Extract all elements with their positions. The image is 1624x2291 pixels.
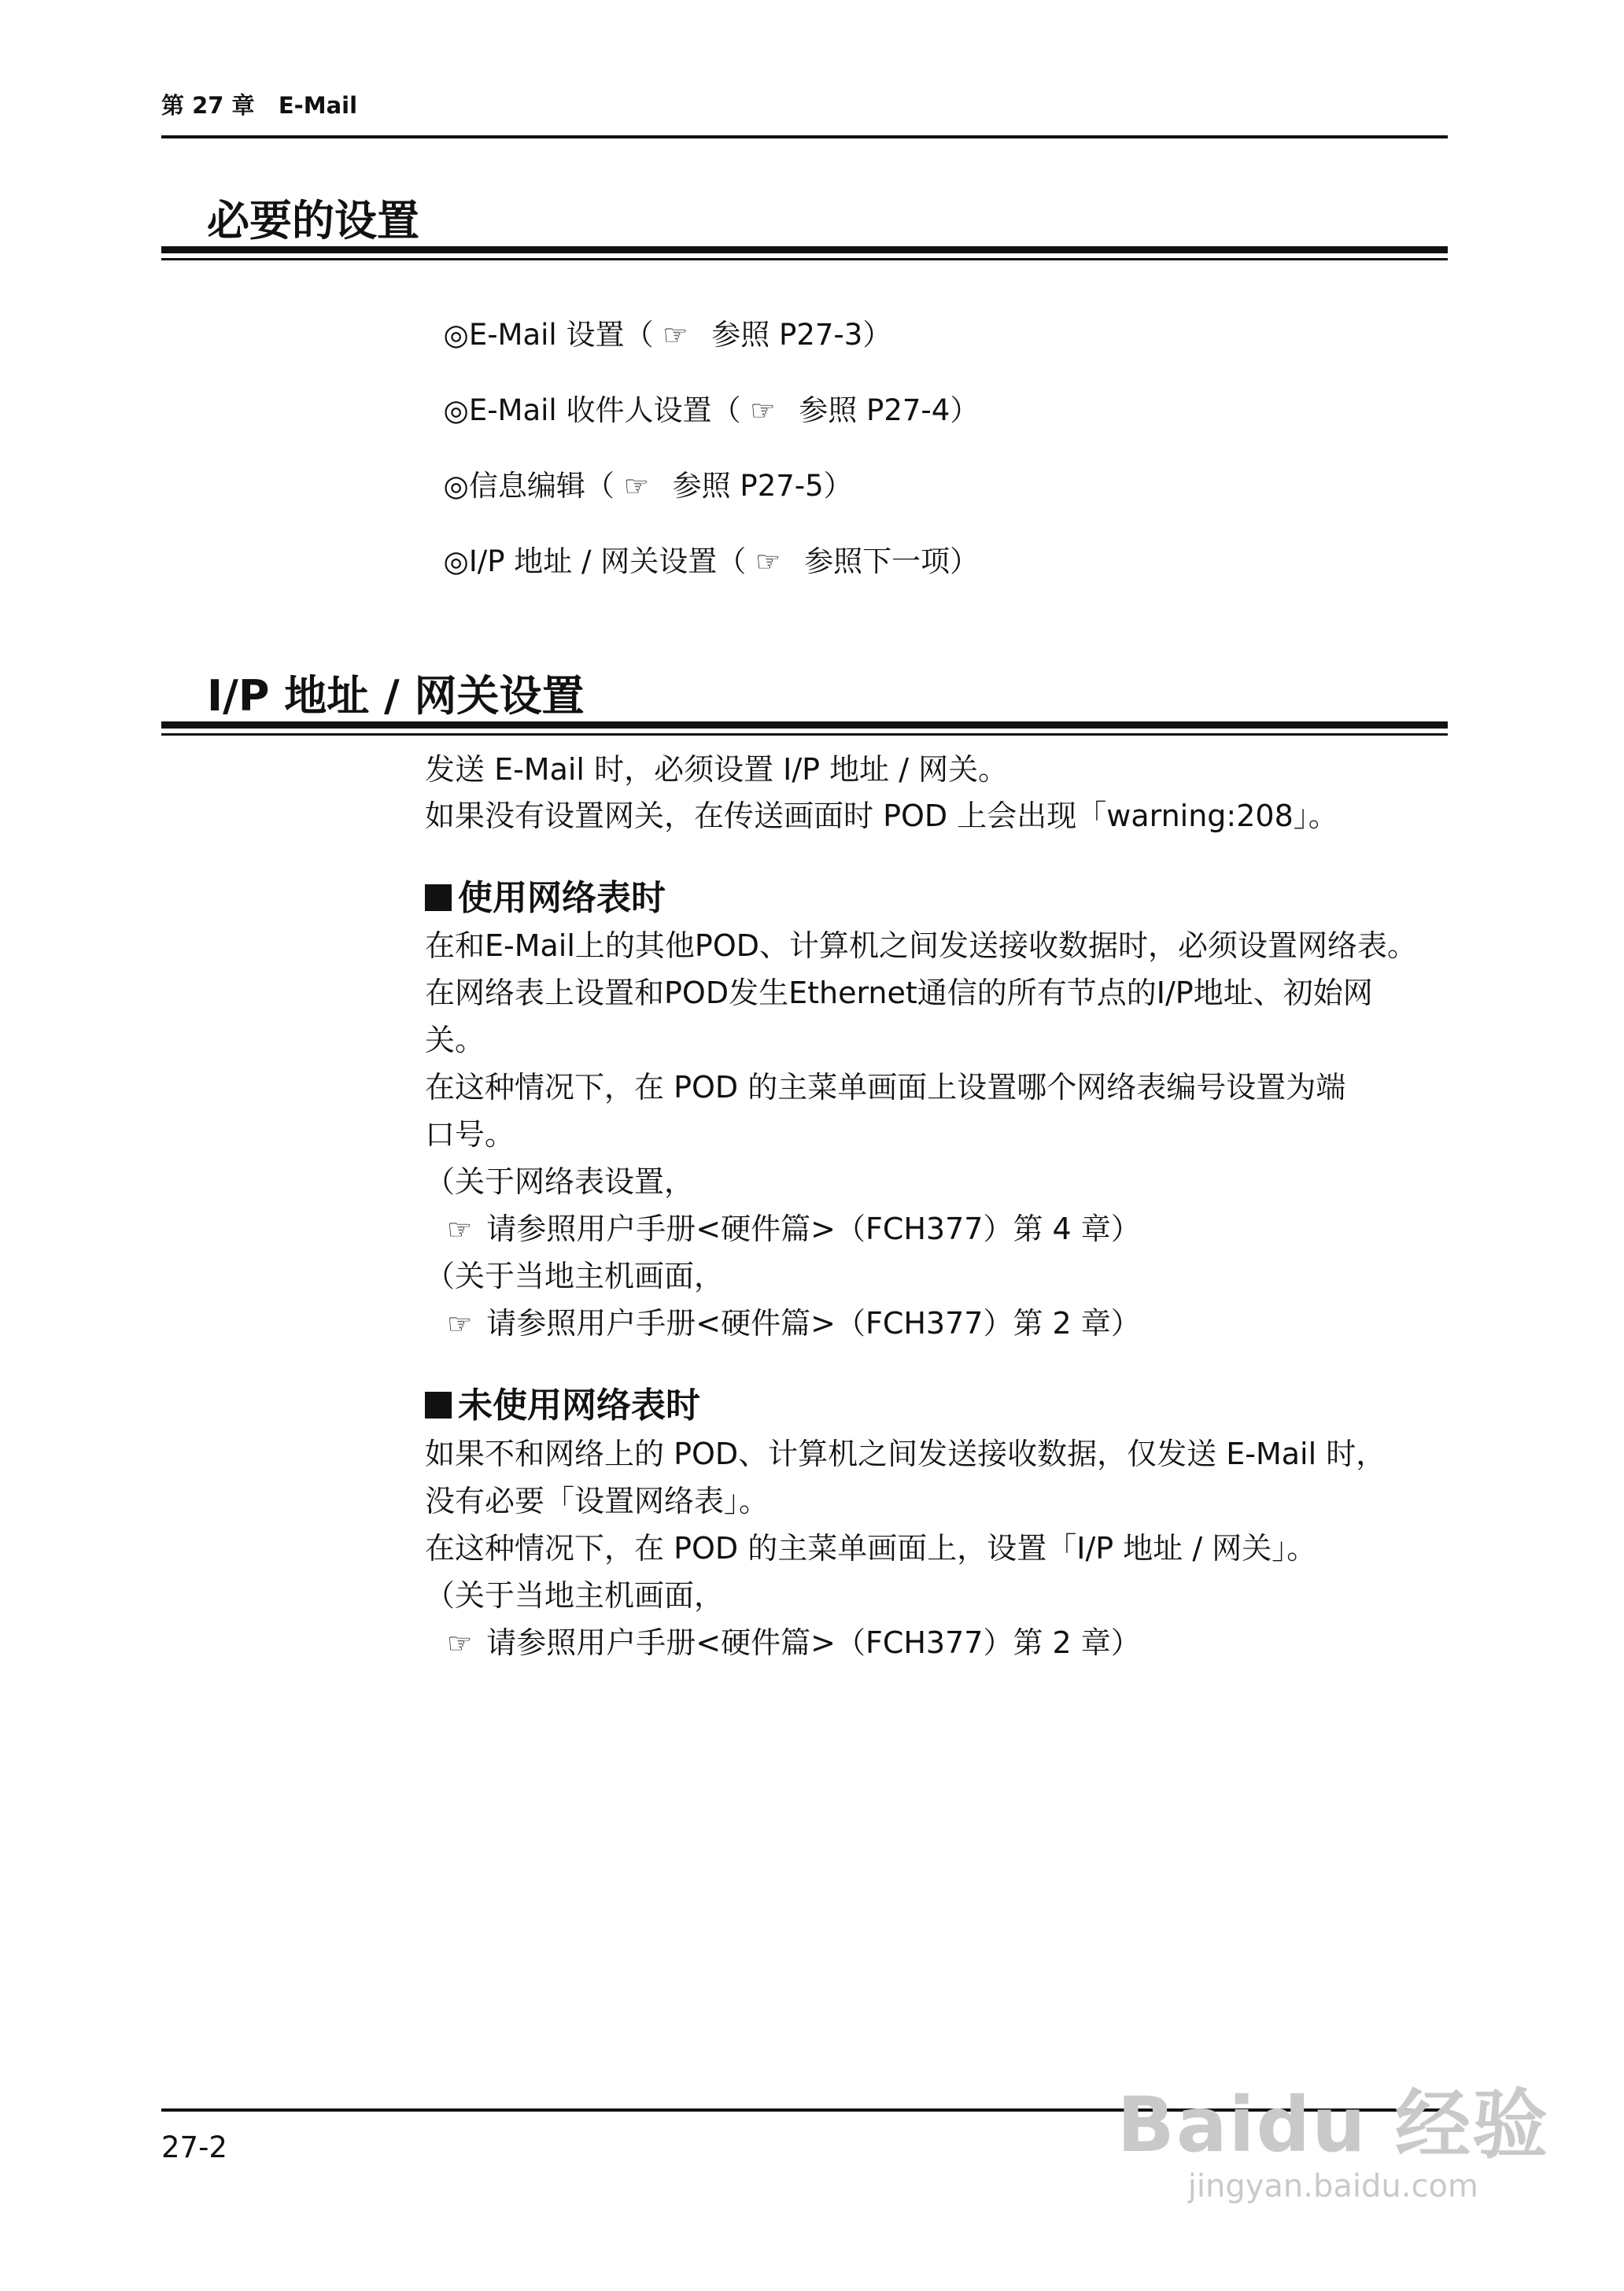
section-rule-thick [161, 246, 1448, 253]
pointing-hand-icon: ☞ [447, 1214, 473, 1246]
watermark-url: jingyan.baidu.com [1187, 2168, 1478, 2204]
body-line: （关于网络表设置， [425, 1164, 695, 1199]
body-line: 在这种情况下，在 POD 的主菜单画面上，设置「I/P 地址 / 网关」。 [425, 1531, 1317, 1566]
section-rule-thin [161, 258, 1448, 260]
body-line: 关。 [425, 1023, 485, 1057]
pointing-hand-icon: ☞ [663, 319, 688, 352]
chapter-title: E-Mail [278, 92, 358, 119]
square-bullet-icon [425, 1392, 452, 1419]
pointing-hand-icon: ☞ [750, 395, 776, 427]
body-line: 口号。 [425, 1117, 515, 1152]
body-line: 如果不和网络上的 POD、计算机之间发送接收数据，仅发送 E-Mail 时， [425, 1437, 1386, 1471]
header-rule [161, 135, 1448, 138]
reference-line: ☞ 请参照用户手册<硬件篇>（FCH377）第 4 章） [447, 1212, 1141, 1246]
list-item: ◎I/P 地址 / 网关设置（ ☞ 参照下一项） [443, 544, 980, 578]
running-header [161, 88, 357, 120]
body-line: （关于当地主机画面， [425, 1578, 725, 1613]
chapter-label: 第 27 章 [161, 92, 255, 119]
list-item: ◎信息编辑（ ☞ 参照 P27-5） [443, 469, 853, 503]
reference-line: ☞ 请参照用户手册<硬件篇>（FCH377）第 2 章） [447, 1306, 1141, 1341]
body-line: 在和E-Mail上的其他POD、计算机之间发送接收数据时，必须设置网络表。 [425, 928, 1417, 963]
body-line: （关于当地主机画面， [425, 1259, 725, 1293]
intro-line: 发送 E-Mail 时，必须设置 I/P 地址 / 网关。 [425, 752, 1009, 787]
section-rule-thick [161, 721, 1448, 729]
list-item: ◎E-Mail 设置（ ☞ 参照 P27-3） [443, 318, 892, 352]
pointing-hand-icon: ☞ [447, 1628, 473, 1660]
subsection-title-without-network-table: 未使用网络表时 [425, 1377, 700, 1427]
section-title-required-settings: 必要的设置 [207, 196, 419, 245]
watermark-logo: Baidu 经验 [1116, 2081, 1549, 2169]
pointing-hand-icon: ☞ [623, 470, 649, 503]
list-item: ◎E-Mail 收件人设置（ ☞ 参照 P27-4） [443, 393, 980, 427]
body-line: 在这种情况下，在 POD 的主菜单画面上设置哪个网络表编号设置为端 [425, 1070, 1346, 1105]
square-bullet-icon [425, 884, 452, 911]
intro-line: 如果没有设置网关，在传送画面时 POD 上会出现「warning:208」。 [425, 799, 1338, 833]
section-title-ip-gateway: I/P 地址 / 网关设置 [207, 671, 585, 721]
pointing-hand-icon: ☞ [755, 546, 781, 578]
body-line: 在网络表上设置和POD发生Ethernet通信的所有节点的I/P地址、初始网 [425, 976, 1373, 1010]
baidu-watermark [1117, 2065, 1549, 2204]
pointing-hand-icon: ☞ [447, 1308, 473, 1341]
subsection-title-with-network-table: 使用网络表时 [425, 869, 666, 920]
page-number: 27-2 [161, 2131, 227, 2164]
reference-line: ☞ 请参照用户手册<硬件篇>（FCH377）第 2 章） [447, 1625, 1141, 1660]
section-rule-thin [161, 733, 1448, 736]
body-line: 没有必要「设置网络表」。 [425, 1484, 770, 1518]
